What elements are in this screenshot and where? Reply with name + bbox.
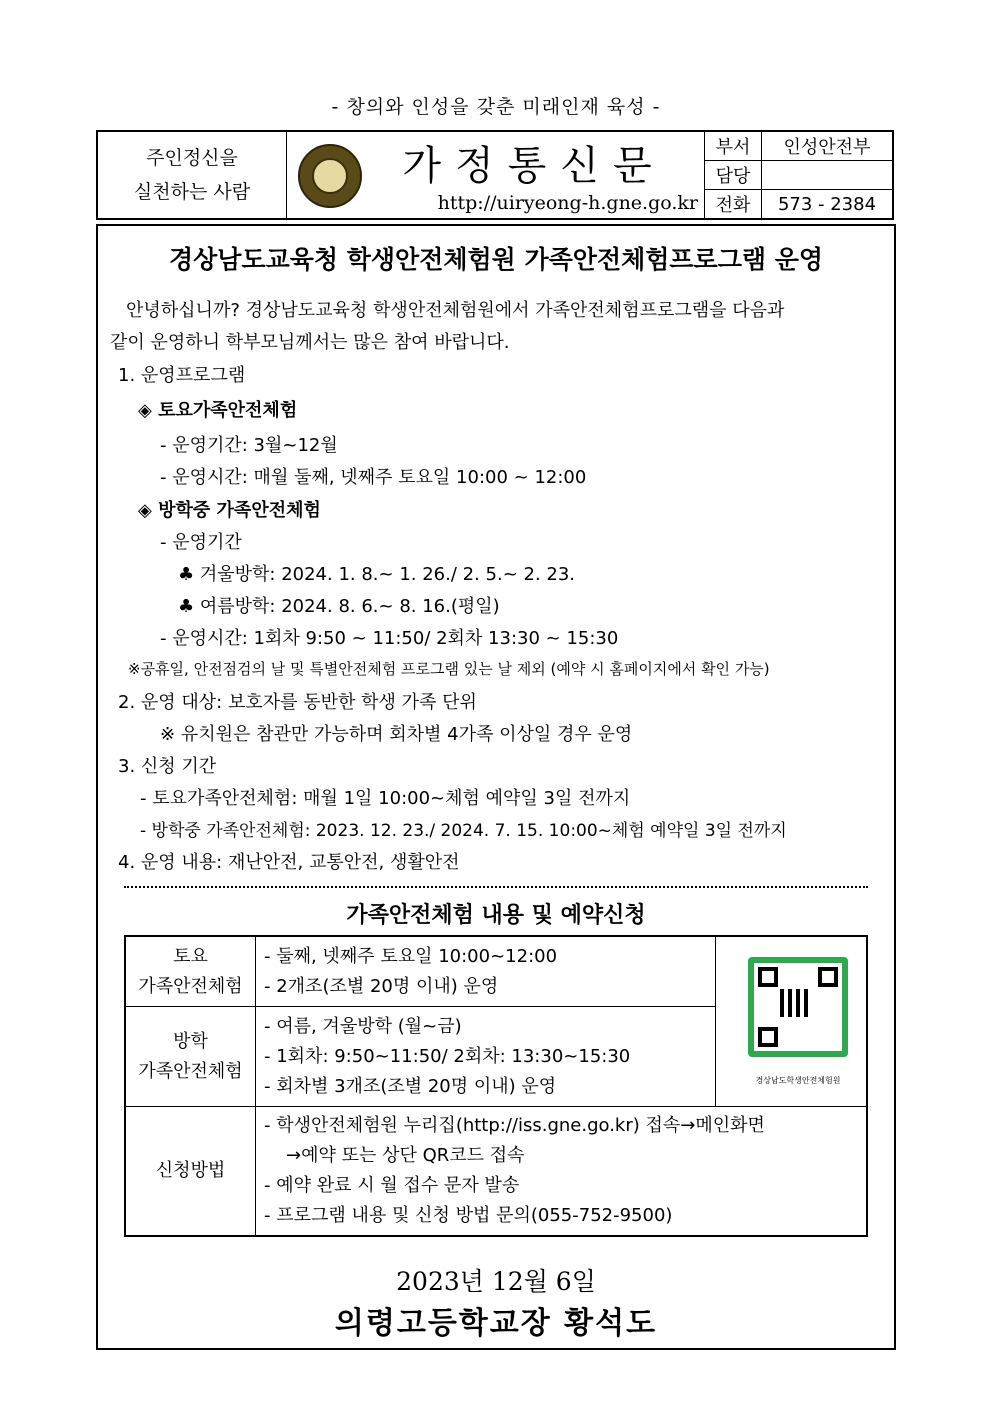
manager-value (762, 161, 893, 190)
section-2-title: 2. 운영 대상: 보호자를 동반한 학생 가족 단위 (118, 692, 477, 713)
qr-caption: 경상남도학생안전체험원 (755, 1076, 841, 1085)
row-saturday-label (126, 937, 256, 1007)
row-vacation-line-2: - 1회차: 9:50~11:50/ 2회차: 13:30~15:30 (264, 1046, 631, 1067)
headline: 경상남도교육청 학생안전체험원 가족안전체험프로그램 운영 (168, 245, 823, 274)
vacation-period: - 운영기간 (160, 532, 242, 553)
letterhead (96, 130, 894, 220)
vacation-time: - 운영시간: 1회차 9:50 ~ 11:50/ 2회차 13:30 ~ 15:30 (160, 628, 619, 649)
section-1-title: 1. 운영프로그램 (118, 365, 246, 386)
motto-line-1: 주인정신을 (146, 147, 238, 169)
exclusion-note: ※공휴일, 안전점검의 날 및 특별안전체험 프로그램 있는 날 제외 (예약 시 홈페이지에서 확인 가능) (128, 660, 770, 678)
saturday-application-period: - 토요가족안전체험: 매월 1일 10:00~체험 예약일 3일 전까지 (140, 788, 631, 809)
row-vacation-content (256, 1007, 716, 1107)
intro-line-2: 같이 운영하니 학부모님께서는 많은 참여 바랍니다. (110, 332, 510, 353)
motto-line-2: 실천하는 사람 (133, 181, 251, 203)
row-application-line-1: - 학생안전체험원 누리집(http://iss.gne.go.kr) 접속→메인화면 (264, 1115, 765, 1136)
winter-vacation-dates: ♣ 겨울방학: 2024. 1. 8.~ 1. 26./ 2. 5.~ 2. 23. (178, 564, 576, 585)
program-info-table (124, 935, 868, 1237)
saturday-time: - 운영시간: 매월 둘째, 넷째주 토요일 10:00 ~ 12:00 (160, 467, 587, 488)
contact-table (704, 132, 892, 218)
manager-label: 담당 (705, 161, 762, 190)
school-emblem-icon (298, 144, 362, 208)
row-application-line-4: - 프로그램 내용 및 신청 방법 문의(055-752-9500) (264, 1205, 673, 1226)
phone-label: 전화 (705, 190, 762, 219)
summer-vacation-dates: ♣ 여름방학: 2024. 8. 6.~ 8. 16.(평일) (178, 596, 500, 617)
school-url: http://uiryeong-h.gne.go.kr (437, 192, 698, 214)
row-saturday-label-1: 토요 (173, 946, 208, 967)
vacation-program-title: ◈ 방학중 가족안전체험 (138, 500, 321, 521)
slogan: - 창의와 인성을 갖춘 미래인재 육성 - (331, 96, 661, 118)
principal-signature: 의령고등학교장 황석도 (334, 1306, 658, 1341)
table-title: 가족안전체험 내용 및 예약신청 (346, 903, 646, 928)
dept-label: 부서 (705, 132, 762, 161)
row-vacation-label-1: 방학 (173, 1031, 208, 1052)
section-2-note: ※ 유치원은 참관만 가능하며 회차별 4가족 이상일 경우 운영 (160, 724, 633, 745)
row-application-line-2: →예약 또는 상단 QR코드 접속 (286, 1145, 525, 1166)
section-3-title: 3. 신청 기간 (118, 756, 217, 777)
row-vacation-label (126, 1007, 256, 1107)
phone-value: 573 - 2384 (762, 190, 893, 219)
row-application-line-3: - 예약 완료 시 월 접수 문자 발송 (264, 1175, 520, 1196)
row-application-label-text: 신청방법 (155, 1160, 226, 1181)
document-title: 가정통신문 (402, 143, 666, 189)
dept-value: 인성안전부 (762, 132, 893, 161)
row-application-content (256, 1107, 866, 1235)
row-application-label (126, 1107, 256, 1235)
row-saturday-label-2: 가족안전체험 (138, 976, 243, 997)
saturday-program-title: ◈ 토요가족안전체험 (138, 400, 298, 421)
row-vacation-label-2: 가족안전체험 (138, 1061, 243, 1082)
row-saturday-content (256, 937, 716, 1007)
qr-code-icon[interactable] (748, 957, 848, 1057)
dotted-divider (124, 886, 868, 888)
vacation-application-period: - 방학중 가족안전체험: 2023. 12. 23./ 2024. 7. 15. 10:00~체험 예약일 3일 전까지 (140, 821, 787, 841)
section-4-title: 4. 운영 내용: 재난안전, 교통안전, 생활안전 (118, 852, 460, 873)
row-vacation-line-1: - 여름, 겨울방학 (월~금) (264, 1016, 462, 1037)
issue-date: 2023년 12월 6일 (396, 1267, 596, 1296)
school-motto (98, 132, 287, 218)
row-saturday-line-1: - 둘째, 넷째주 토요일 10:00~12:00 (264, 946, 558, 967)
saturday-period: - 운영기간: 3월~12월 (160, 435, 338, 456)
row-vacation-line-3: - 회차별 3개조(조별 20명 이내) 운영 (264, 1076, 557, 1097)
row-saturday-line-2: - 2개조(조별 20명 이내) 운영 (264, 976, 499, 997)
intro-line-1: 안녕하십니까? 경상남도교육청 학생안전체험원에서 가족안전체험프로그램을 다음과 (126, 300, 785, 321)
